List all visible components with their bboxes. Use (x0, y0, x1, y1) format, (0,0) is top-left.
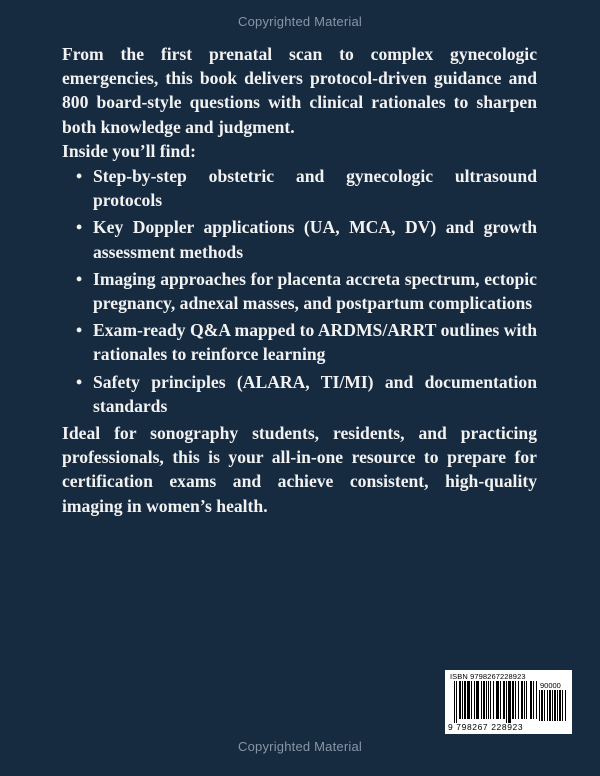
barcode-bar (533, 681, 534, 719)
barcode-bar (471, 681, 472, 719)
barcode-bar (518, 681, 519, 719)
barcode-bar (547, 690, 548, 721)
barcode-bar (559, 690, 561, 721)
feature-list (62, 164, 537, 418)
barcode-bar (557, 690, 558, 721)
list-item-text: Step-by-step obstetric and gynecologic ultrasound protocols (93, 166, 537, 211)
barcode-bar (562, 690, 563, 721)
barcode-bar (493, 681, 494, 719)
inside-heading: Inside you’ll find: (62, 140, 196, 161)
barcode-bar (530, 681, 532, 719)
barcode-bar (488, 681, 489, 719)
barcode-bar (481, 681, 482, 719)
barcode-bar (536, 681, 537, 719)
barcode-bar (541, 690, 543, 721)
barcode-bar (506, 681, 507, 723)
bullet-icon: • (76, 371, 83, 392)
barcode-bar (474, 681, 475, 719)
price-code: 90000 (540, 681, 561, 690)
barcode-bar (462, 681, 463, 719)
barcode-bar (490, 681, 491, 719)
list-item (76, 267, 537, 315)
back-cover-text (62, 42, 537, 518)
barcode-bar (496, 681, 499, 719)
barcode-bar (454, 681, 455, 723)
barcode-bar (521, 681, 523, 719)
list-item-text: Safety principles (ALARA, TI/MI) and documentation standards (93, 371, 537, 416)
ean-barcode-bars (454, 681, 538, 723)
barcode-bar (549, 690, 551, 721)
barcode-bar (524, 681, 525, 719)
price-addon-barcode-bars (539, 690, 567, 723)
closing-paragraph: Ideal for sonography students, residents, and practicing professionals, this is your all-in-one resource to prepare for certification exams and achieve consistent, high-quality imaging in women’s health. (62, 423, 537, 516)
ean-digits: 9 798267 228923 (448, 722, 524, 732)
barcode-bar (483, 681, 485, 719)
list-item-text: Imaging approaches for placenta accreta spectrum, ectopic pregnancy, adnexal masses, and postpartum complications (93, 268, 537, 314)
copyright-watermark-top: Copyrighted Material (238, 14, 362, 29)
copyright-watermark-bottom: Copyrighted Material (238, 739, 362, 754)
list-item (76, 370, 537, 418)
list-item-text: Key Doppler applications (UA, MCA, DV) and growth assessment methods (93, 217, 537, 262)
intro-paragraph: From the first prenatal scan to complex gynecologic emergencies, this book delivers protocol-driven guidance and 800 board-style questions with clinical rationales to sharpen both knowledge and judgment. (62, 44, 537, 137)
barcode-bar (500, 681, 501, 719)
bullet-icon: • (76, 217, 83, 238)
barcode-bar (515, 681, 516, 719)
bullet-icon: • (76, 166, 83, 187)
barcode-bar (544, 690, 545, 721)
barcode-bar (459, 681, 461, 719)
list-item (76, 318, 537, 366)
barcode-bar (552, 690, 553, 721)
isbn-barcode (445, 670, 572, 734)
barcode-bar (503, 681, 505, 719)
list-item (76, 215, 537, 263)
barcode-bar (565, 690, 566, 721)
barcode-bar (476, 681, 479, 719)
bullet-icon: • (76, 320, 83, 341)
barcode-bar (508, 681, 511, 723)
bullet-icon: • (76, 268, 83, 289)
barcode-bar (554, 690, 556, 721)
barcode-bar (526, 681, 527, 719)
barcode-bar (464, 681, 466, 719)
barcode-bar (467, 681, 470, 719)
list-item (76, 164, 537, 212)
barcode-bar (512, 681, 514, 719)
list-item-text: Exam-ready Q&A mapped to ARDMS/ARRT outlines with rationales to reinforce learning (93, 320, 537, 365)
barcode-bar (456, 681, 457, 723)
barcode-bar (486, 681, 487, 719)
barcode-bar (539, 690, 540, 721)
isbn-label: ISBN 9798267228923 (450, 672, 526, 681)
